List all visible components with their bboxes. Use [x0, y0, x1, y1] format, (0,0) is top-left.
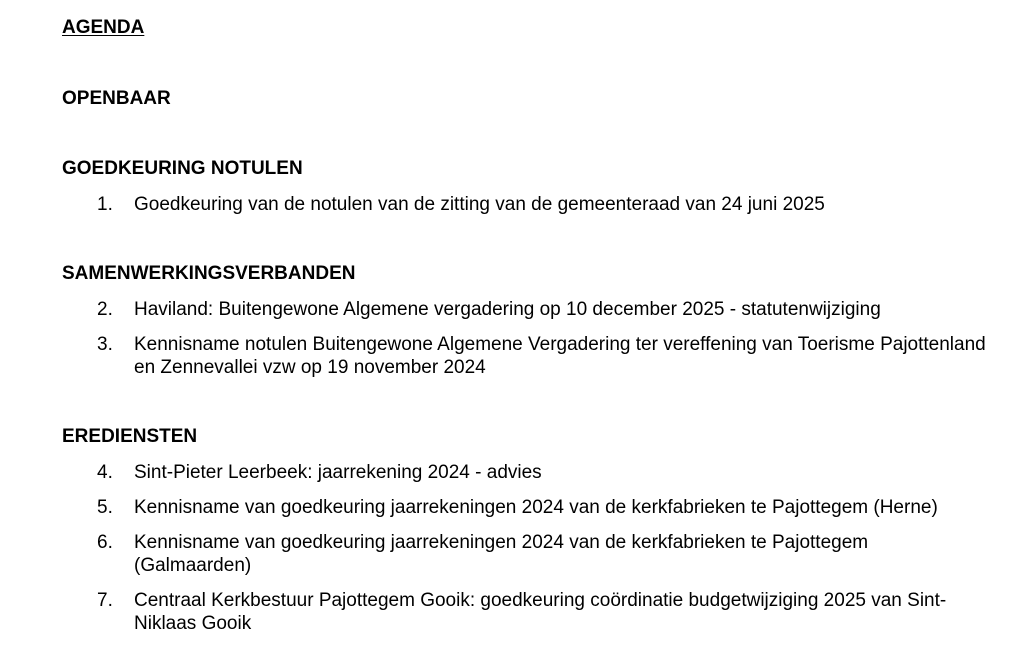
- agenda-item-3: [97, 333, 987, 379]
- agenda-item-text: Goedkeuring van de notulen van de zitting van de gemeenteraad van 24 juni 2025: [134, 194, 825, 215]
- agenda-item-number: 4.: [97, 462, 113, 483]
- section-heading-samenwerkingsverbanden: SAMENWERKINGSVERBANDEN: [62, 263, 356, 284]
- agenda-item-number: 6.: [97, 532, 113, 553]
- agenda-item-text: Kennisname van goedkeuring jaarrekeningen 2024 van de kerkfabrieken te Pajottegem (Galmaarden): [134, 532, 869, 576]
- section-heading-notulen: GOEDKEURING NOTULEN: [62, 158, 303, 179]
- agenda-item-6: [97, 531, 987, 577]
- agenda-item-number: 2.: [97, 299, 113, 320]
- agenda-item-5: [97, 496, 987, 519]
- agenda-item-1: [97, 193, 987, 216]
- agenda-item-text: Kennisname notulen Buitengewone Algemene Vergadering ter vereffening van Toerisme Pajottenland en Zennevallei vzw op 19 november 2024: [134, 334, 986, 378]
- agenda-item-2: [97, 298, 987, 321]
- agenda-title: AGENDA: [62, 17, 145, 38]
- agenda-item-text: Centraal Kerkbestuur Pajottegem Gooik: goedkeuring coördinatie budgetwijziging 2025 van Sint-Niklaas Gooik: [134, 590, 947, 634]
- agenda-item-text: Kennisname van goedkeuring jaarrekeningen 2024 van de kerkfabrieken te Pajottegem (Herne): [134, 497, 938, 518]
- agenda-item-number: 7.: [97, 590, 113, 611]
- agenda-item-text: Sint-Pieter Leerbeek: jaarrekening 2024 - advies: [134, 462, 542, 483]
- section-heading-erediensten: EREDIENSTEN: [62, 426, 198, 447]
- agenda-item-text: Haviland: Buitengewone Algemene vergadering op 10 december 2025 - statutenwijziging: [134, 299, 881, 320]
- agenda-item-number: 5.: [97, 497, 113, 518]
- agenda-item-4: [97, 461, 987, 484]
- public-heading: OPENBAAR: [62, 88, 171, 109]
- agenda-item-number: 1.: [97, 194, 113, 215]
- agenda-item-number: 3.: [97, 334, 113, 355]
- agenda-item-7: [97, 589, 987, 635]
